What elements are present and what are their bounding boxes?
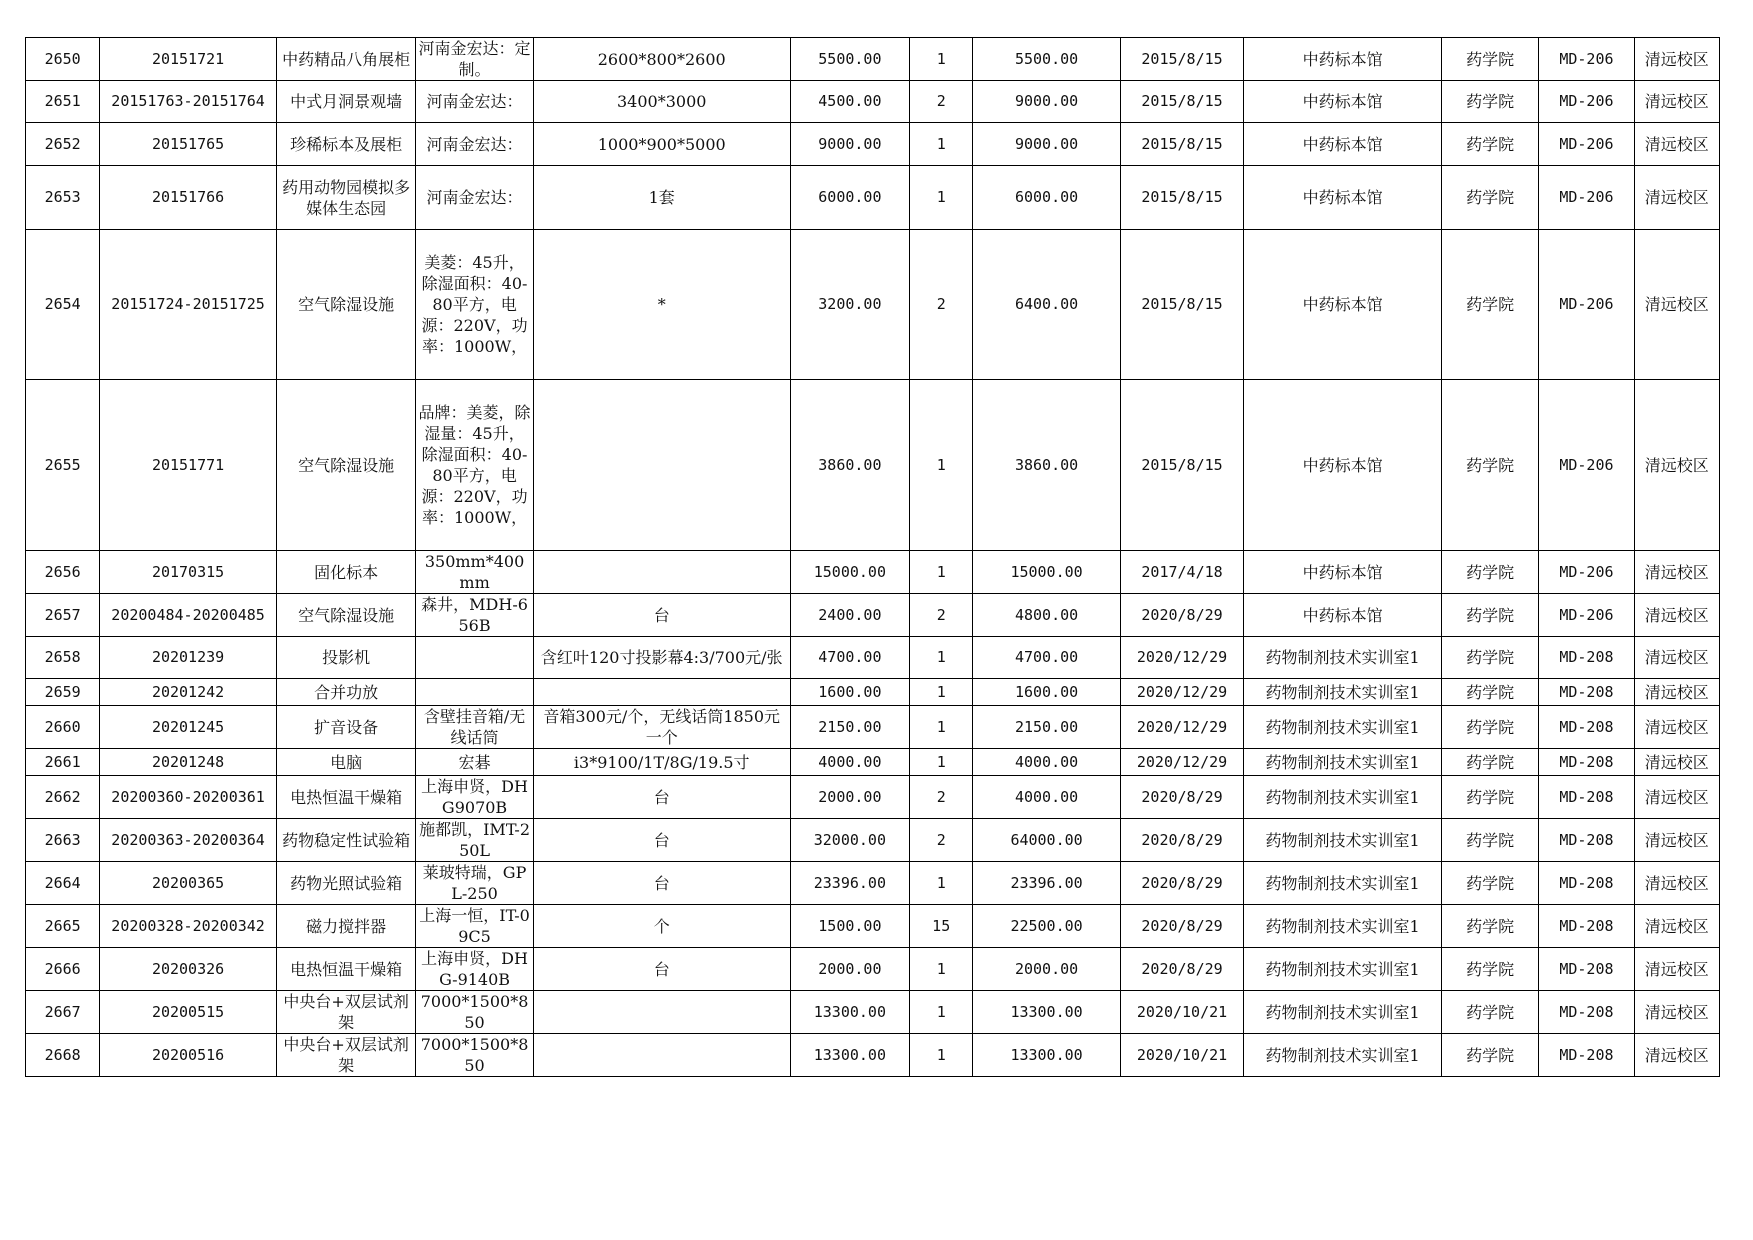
- cell-room: MD-206: [1539, 38, 1634, 81]
- cell-quantity: 1: [910, 1034, 973, 1077]
- cell-specification: 台: [533, 594, 790, 637]
- cell-asset-code: 20151771: [100, 380, 277, 551]
- cell-brand-model: 河南金宏达：: [416, 166, 533, 230]
- cell-quantity: 2: [910, 819, 973, 862]
- cell-serial-no: 2660: [26, 706, 100, 749]
- cell-specification: 音箱300元/个，无线话筒1850元一个: [533, 706, 790, 749]
- cell-asset-name: 中央台+双层试剂架: [276, 1034, 415, 1077]
- cell-unit-price: 1600.00: [790, 679, 909, 706]
- cell-location: 药物制剂技术实训室1: [1244, 991, 1442, 1034]
- cell-location: 中药标本馆: [1244, 551, 1442, 594]
- cell-total-amount: 13300.00: [973, 1034, 1121, 1077]
- cell-total-amount: 6400.00: [973, 230, 1121, 380]
- cell-asset-name: 电热恒温干燥箱: [276, 948, 415, 991]
- cell-department: 药学院: [1441, 679, 1538, 706]
- cell-asset-code: 20201239: [100, 637, 277, 679]
- cell-total-amount: 13300.00: [973, 991, 1121, 1034]
- cell-total-amount: 22500.00: [973, 905, 1121, 948]
- table-row: [26, 776, 1720, 819]
- cell-campus: 清远校区: [1634, 551, 1719, 594]
- cell-total-amount: 3860.00: [973, 380, 1121, 551]
- asset-table: [25, 37, 1720, 1077]
- cell-campus: 清远校区: [1634, 380, 1719, 551]
- cell-room: MD-208: [1539, 749, 1634, 776]
- cell-room: MD-208: [1539, 819, 1634, 862]
- cell-location: 药物制剂技术实训室1: [1244, 819, 1442, 862]
- cell-purchase-date: 2015/8/15: [1120, 123, 1243, 166]
- cell-asset-name: 投影机: [276, 637, 415, 679]
- cell-department: 药学院: [1441, 948, 1538, 991]
- cell-specification: i3*9100/1T/8G/19.5寸: [533, 749, 790, 776]
- table-row: [26, 380, 1720, 551]
- cell-room: MD-208: [1539, 905, 1634, 948]
- table-row: [26, 123, 1720, 166]
- cell-total-amount: 15000.00: [973, 551, 1121, 594]
- cell-brand-model: [416, 637, 533, 679]
- cell-unit-price: 6000.00: [790, 166, 909, 230]
- cell-total-amount: 9000.00: [973, 81, 1121, 123]
- cell-purchase-date: 2015/8/15: [1120, 380, 1243, 551]
- cell-location: 药物制剂技术实训室1: [1244, 776, 1442, 819]
- cell-serial-no: 2661: [26, 749, 100, 776]
- cell-quantity: 2: [910, 776, 973, 819]
- cell-asset-name: 磁力搅拌器: [276, 905, 415, 948]
- cell-location: 药物制剂技术实训室1: [1244, 706, 1442, 749]
- cell-brand-model: 施都凯，IMT-250L: [416, 819, 533, 862]
- cell-asset-code: 20151763-20151764: [100, 81, 277, 123]
- cell-department: 药学院: [1441, 166, 1538, 230]
- table-row: [26, 1034, 1720, 1077]
- cell-specification: 个: [533, 905, 790, 948]
- cell-location: 药物制剂技术实训室1: [1244, 749, 1442, 776]
- cell-serial-no: 2663: [26, 819, 100, 862]
- cell-department: 药学院: [1441, 230, 1538, 380]
- cell-department: 药学院: [1441, 1034, 1538, 1077]
- cell-purchase-date: 2020/8/29: [1120, 594, 1243, 637]
- cell-serial-no: 2651: [26, 81, 100, 123]
- cell-asset-code: 20200515: [100, 991, 277, 1034]
- cell-campus: 清远校区: [1634, 862, 1719, 905]
- cell-campus: 清远校区: [1634, 819, 1719, 862]
- cell-asset-name: 合并功放: [276, 679, 415, 706]
- cell-unit-price: 13300.00: [790, 1034, 909, 1077]
- cell-brand-model: 河南金宏达：: [416, 81, 533, 123]
- cell-location: 药物制剂技术实训室1: [1244, 905, 1442, 948]
- cell-department: 药学院: [1441, 991, 1538, 1034]
- cell-specification: 台: [533, 776, 790, 819]
- cell-room: MD-208: [1539, 706, 1634, 749]
- cell-asset-code: 20151721: [100, 38, 277, 81]
- cell-department: 药学院: [1441, 123, 1538, 166]
- cell-department: 药学院: [1441, 862, 1538, 905]
- cell-location: 中药标本馆: [1244, 38, 1442, 81]
- cell-quantity: 1: [910, 749, 973, 776]
- cell-quantity: 1: [910, 679, 973, 706]
- table-row: [26, 862, 1720, 905]
- cell-department: 药学院: [1441, 749, 1538, 776]
- cell-purchase-date: 2020/10/21: [1120, 1034, 1243, 1077]
- cell-asset-code: 20200484-20200485: [100, 594, 277, 637]
- cell-quantity: 1: [910, 991, 973, 1034]
- cell-quantity: 1: [910, 862, 973, 905]
- cell-asset-name: 空气除湿设施: [276, 230, 415, 380]
- cell-specification: 1000*900*5000: [533, 123, 790, 166]
- cell-purchase-date: 2020/8/29: [1120, 776, 1243, 819]
- cell-campus: 清远校区: [1634, 1034, 1719, 1077]
- cell-asset-code: 20201245: [100, 706, 277, 749]
- cell-room: MD-208: [1539, 637, 1634, 679]
- table-row: [26, 948, 1720, 991]
- cell-brand-model: 含壁挂音箱/无线话筒: [416, 706, 533, 749]
- cell-quantity: 15: [910, 905, 973, 948]
- cell-specification: [533, 991, 790, 1034]
- cell-purchase-date: 2020/12/29: [1120, 637, 1243, 679]
- cell-purchase-date: 2020/8/29: [1120, 948, 1243, 991]
- cell-total-amount: 23396.00: [973, 862, 1121, 905]
- cell-room: MD-206: [1539, 380, 1634, 551]
- cell-serial-no: 2655: [26, 380, 100, 551]
- cell-asset-name: 珍稀标本及展柜: [276, 123, 415, 166]
- cell-serial-no: 2653: [26, 166, 100, 230]
- cell-specification: [533, 380, 790, 551]
- cell-serial-no: 2668: [26, 1034, 100, 1077]
- cell-asset-name: 药物光照试验箱: [276, 862, 415, 905]
- cell-specification: 2600*800*2600: [533, 38, 790, 81]
- cell-quantity: 1: [910, 380, 973, 551]
- cell-specification: [533, 679, 790, 706]
- cell-location: 药物制剂技术实训室1: [1244, 1034, 1442, 1077]
- cell-brand-model: 河南金宏达：: [416, 123, 533, 166]
- cell-total-amount: 9000.00: [973, 123, 1121, 166]
- cell-unit-price: 23396.00: [790, 862, 909, 905]
- cell-campus: 清远校区: [1634, 706, 1719, 749]
- cell-purchase-date: 2020/8/29: [1120, 862, 1243, 905]
- cell-room: MD-206: [1539, 166, 1634, 230]
- cell-purchase-date: 2020/12/29: [1120, 749, 1243, 776]
- table-row: [26, 749, 1720, 776]
- cell-department: 药学院: [1441, 905, 1538, 948]
- cell-asset-name: 电热恒温干燥箱: [276, 776, 415, 819]
- cell-room: MD-206: [1539, 123, 1634, 166]
- cell-location: 中药标本馆: [1244, 81, 1442, 123]
- cell-campus: 清远校区: [1634, 905, 1719, 948]
- cell-room: MD-208: [1539, 991, 1634, 1034]
- cell-department: 药学院: [1441, 81, 1538, 123]
- cell-quantity: 1: [910, 38, 973, 81]
- cell-purchase-date: 2020/12/29: [1120, 679, 1243, 706]
- cell-room: MD-208: [1539, 948, 1634, 991]
- cell-quantity: 1: [910, 123, 973, 166]
- cell-room: MD-206: [1539, 594, 1634, 637]
- cell-total-amount: 4700.00: [973, 637, 1121, 679]
- cell-asset-code: 20200360-20200361: [100, 776, 277, 819]
- cell-purchase-date: 2015/8/15: [1120, 166, 1243, 230]
- cell-department: 药学院: [1441, 776, 1538, 819]
- cell-serial-no: 2666: [26, 948, 100, 991]
- cell-department: 药学院: [1441, 551, 1538, 594]
- cell-department: 药学院: [1441, 637, 1538, 679]
- cell-campus: 清远校区: [1634, 123, 1719, 166]
- cell-unit-price: 4500.00: [790, 81, 909, 123]
- cell-serial-no: 2664: [26, 862, 100, 905]
- cell-quantity: 1: [910, 551, 973, 594]
- cell-serial-no: 2652: [26, 123, 100, 166]
- cell-department: 药学院: [1441, 380, 1538, 551]
- table-row: [26, 166, 1720, 230]
- cell-unit-price: 4000.00: [790, 749, 909, 776]
- table-row: [26, 81, 1720, 123]
- cell-serial-no: 2656: [26, 551, 100, 594]
- cell-purchase-date: 2017/4/18: [1120, 551, 1243, 594]
- cell-asset-name: 扩音设备: [276, 706, 415, 749]
- cell-asset-name: 中式月洞景观墙: [276, 81, 415, 123]
- cell-room: MD-206: [1539, 81, 1634, 123]
- cell-serial-no: 2658: [26, 637, 100, 679]
- cell-purchase-date: 2015/8/15: [1120, 38, 1243, 81]
- cell-asset-name: 中药精品八角展柜: [276, 38, 415, 81]
- table-row: [26, 38, 1720, 81]
- cell-asset-name: 空气除湿设施: [276, 380, 415, 551]
- cell-department: 药学院: [1441, 819, 1538, 862]
- cell-brand-model: 上海一恒，IT-09C5: [416, 905, 533, 948]
- cell-location: 药物制剂技术实训室1: [1244, 679, 1442, 706]
- cell-campus: 清远校区: [1634, 166, 1719, 230]
- cell-total-amount: 2150.00: [973, 706, 1121, 749]
- table-row: [26, 905, 1720, 948]
- cell-unit-price: 5500.00: [790, 38, 909, 81]
- table-row: [26, 706, 1720, 749]
- cell-unit-price: 2000.00: [790, 776, 909, 819]
- cell-campus: 清远校区: [1634, 776, 1719, 819]
- table-row: [26, 679, 1720, 706]
- cell-room: MD-206: [1539, 551, 1634, 594]
- cell-specification: 台: [533, 819, 790, 862]
- cell-brand-model: 森井，MDH-656B: [416, 594, 533, 637]
- cell-unit-price: 2400.00: [790, 594, 909, 637]
- cell-asset-code: 20151766: [100, 166, 277, 230]
- cell-location: 药物制剂技术实训室1: [1244, 637, 1442, 679]
- cell-asset-code: 20200326: [100, 948, 277, 991]
- cell-serial-no: 2665: [26, 905, 100, 948]
- cell-campus: 清远校区: [1634, 38, 1719, 81]
- cell-quantity: 1: [910, 706, 973, 749]
- table-row: [26, 230, 1720, 380]
- cell-serial-no: 2654: [26, 230, 100, 380]
- cell-total-amount: 2000.00: [973, 948, 1121, 991]
- table-row: [26, 594, 1720, 637]
- cell-quantity: 2: [910, 594, 973, 637]
- cell-unit-price: 15000.00: [790, 551, 909, 594]
- cell-asset-code: 20200363-20200364: [100, 819, 277, 862]
- cell-purchase-date: 2020/10/21: [1120, 991, 1243, 1034]
- cell-room: MD-208: [1539, 679, 1634, 706]
- cell-quantity: 1: [910, 948, 973, 991]
- cell-department: 药学院: [1441, 594, 1538, 637]
- cell-asset-name: 空气除湿设施: [276, 594, 415, 637]
- cell-serial-no: 2659: [26, 679, 100, 706]
- cell-unit-price: 1500.00: [790, 905, 909, 948]
- cell-campus: 清远校区: [1634, 594, 1719, 637]
- cell-asset-code: 20200516: [100, 1034, 277, 1077]
- table-row: [26, 819, 1720, 862]
- cell-location: 中药标本馆: [1244, 166, 1442, 230]
- cell-campus: 清远校区: [1634, 749, 1719, 776]
- cell-asset-name: 中央台+双层试剂架: [276, 991, 415, 1034]
- cell-specification: [533, 1034, 790, 1077]
- cell-unit-price: 9000.00: [790, 123, 909, 166]
- cell-location: 中药标本馆: [1244, 594, 1442, 637]
- cell-unit-price: 32000.00: [790, 819, 909, 862]
- cell-unit-price: 3860.00: [790, 380, 909, 551]
- table-row: [26, 551, 1720, 594]
- cell-brand-model: 宏碁: [416, 749, 533, 776]
- cell-quantity: 1: [910, 637, 973, 679]
- cell-asset-code: 20170315: [100, 551, 277, 594]
- cell-serial-no: 2662: [26, 776, 100, 819]
- cell-department: 药学院: [1441, 706, 1538, 749]
- cell-total-amount: 6000.00: [973, 166, 1121, 230]
- cell-campus: 清远校区: [1634, 81, 1719, 123]
- cell-specification: 1套: [533, 166, 790, 230]
- cell-specification: 台: [533, 948, 790, 991]
- cell-quantity: 1: [910, 166, 973, 230]
- cell-campus: 清远校区: [1634, 991, 1719, 1034]
- cell-brand-model: [416, 679, 533, 706]
- cell-total-amount: 64000.00: [973, 819, 1121, 862]
- cell-asset-name: 药物稳定性试验箱: [276, 819, 415, 862]
- cell-asset-code: 20200328-20200342: [100, 905, 277, 948]
- cell-asset-code: 20201242: [100, 679, 277, 706]
- cell-total-amount: 1600.00: [973, 679, 1121, 706]
- cell-campus: 清远校区: [1634, 230, 1719, 380]
- cell-purchase-date: 2020/8/29: [1120, 819, 1243, 862]
- cell-quantity: 2: [910, 81, 973, 123]
- cell-campus: 清远校区: [1634, 948, 1719, 991]
- cell-brand-model: 上海申贤，DHG-9140B: [416, 948, 533, 991]
- cell-brand-model: 莱玻特瑞，GPL-250: [416, 862, 533, 905]
- cell-location: 中药标本馆: [1244, 380, 1442, 551]
- cell-purchase-date: 2015/8/15: [1120, 81, 1243, 123]
- cell-asset-code: 20151724-20151725: [100, 230, 277, 380]
- cell-asset-code: 20200365: [100, 862, 277, 905]
- cell-serial-no: 2650: [26, 38, 100, 81]
- cell-purchase-date: 2015/8/15: [1120, 230, 1243, 380]
- cell-specification: [533, 551, 790, 594]
- cell-location: 中药标本馆: [1244, 230, 1442, 380]
- cell-location: 中药标本馆: [1244, 123, 1442, 166]
- cell-room: MD-208: [1539, 862, 1634, 905]
- cell-specification: 含红叶120寸投影幕4:3/700元/张: [533, 637, 790, 679]
- cell-total-amount: 4800.00: [973, 594, 1121, 637]
- cell-room: MD-208: [1539, 776, 1634, 819]
- cell-unit-price: 2000.00: [790, 948, 909, 991]
- cell-specification: 3400*3000: [533, 81, 790, 123]
- cell-specification: 台: [533, 862, 790, 905]
- cell-brand-model: 7000*1500*850: [416, 991, 533, 1034]
- cell-total-amount: 4000.00: [973, 749, 1121, 776]
- cell-unit-price: 3200.00: [790, 230, 909, 380]
- cell-campus: 清远校区: [1634, 637, 1719, 679]
- cell-location: 药物制剂技术实训室1: [1244, 862, 1442, 905]
- cell-asset-name: 固化标本: [276, 551, 415, 594]
- cell-purchase-date: 2020/8/29: [1120, 905, 1243, 948]
- cell-serial-no: 2667: [26, 991, 100, 1034]
- cell-brand-model: 河南金宏达：定制。: [416, 38, 533, 81]
- cell-quantity: 2: [910, 230, 973, 380]
- cell-total-amount: 5500.00: [973, 38, 1121, 81]
- cell-brand-model: 7000*1500*850: [416, 1034, 533, 1077]
- cell-brand-model: 上海申贤，DHG9070B: [416, 776, 533, 819]
- cell-unit-price: 13300.00: [790, 991, 909, 1034]
- cell-brand-model: 350mm*400mm: [416, 551, 533, 594]
- cell-total-amount: 4000.00: [973, 776, 1121, 819]
- asset-table-body: [26, 38, 1720, 1077]
- cell-brand-model: 品牌：美菱，除湿量：45升，除湿面积：40-80平方，电源：220V，功率：1000W，: [416, 380, 533, 551]
- cell-department: 药学院: [1441, 38, 1538, 81]
- cell-asset-name: 药用动物园模拟多媒体生态园: [276, 166, 415, 230]
- cell-campus: 清远校区: [1634, 679, 1719, 706]
- cell-asset-code: 20151765: [100, 123, 277, 166]
- cell-unit-price: 4700.00: [790, 637, 909, 679]
- table-row: [26, 637, 1720, 679]
- cell-serial-no: 2657: [26, 594, 100, 637]
- cell-unit-price: 2150.00: [790, 706, 909, 749]
- cell-specification: *: [533, 230, 790, 380]
- cell-asset-code: 20201248: [100, 749, 277, 776]
- cell-room: MD-206: [1539, 230, 1634, 380]
- cell-location: 药物制剂技术实训室1: [1244, 948, 1442, 991]
- cell-asset-name: 电脑: [276, 749, 415, 776]
- table-row: [26, 991, 1720, 1034]
- cell-purchase-date: 2020/12/29: [1120, 706, 1243, 749]
- cell-brand-model: 美菱：45升，除湿面积：40-80平方，电源：220V，功率：1000W，: [416, 230, 533, 380]
- cell-room: MD-208: [1539, 1034, 1634, 1077]
